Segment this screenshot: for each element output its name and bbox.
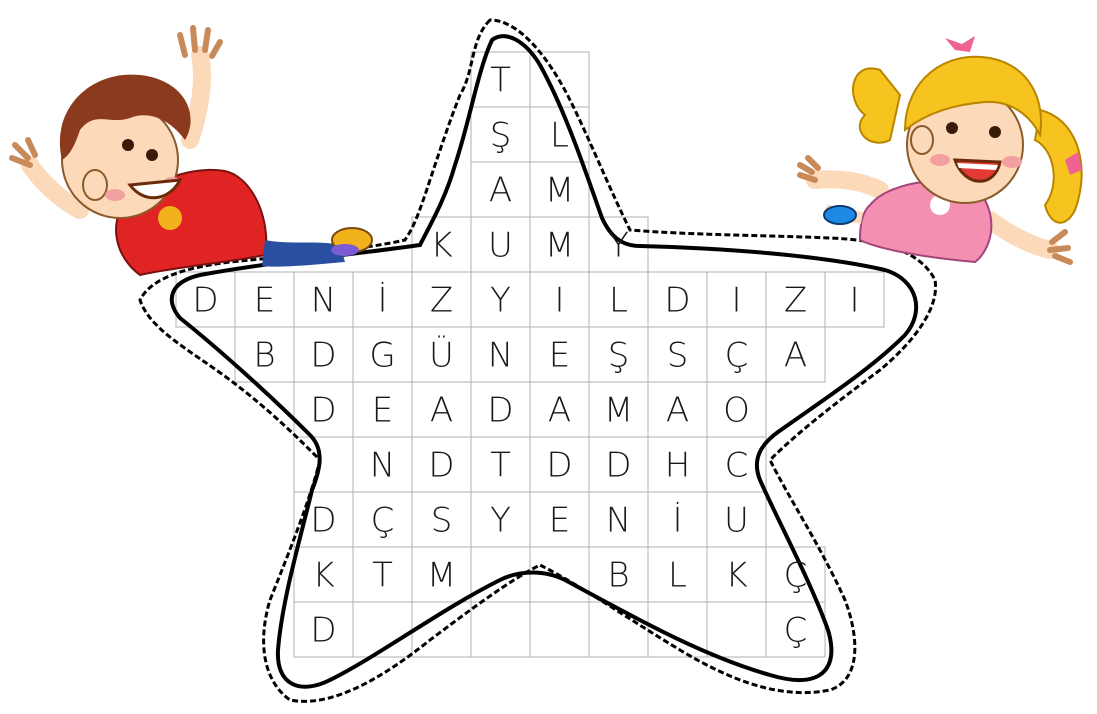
grid-cell [530,602,589,657]
grid-letter[interactable]: A [429,390,454,431]
grid-letter[interactable]: M [544,225,575,266]
grid-letter[interactable]: Ş [489,115,512,156]
grid-cell [471,602,530,657]
grid-letter[interactable]: Ş [607,335,630,376]
grid-letter[interactable]: K [725,555,748,596]
grid-letter[interactable]: L [668,555,687,596]
girl-cheek-left [930,154,950,166]
girl-hand-right [1050,232,1070,262]
grid-letter[interactable]: E [548,500,571,541]
grid-letter[interactable]: D [310,390,337,431]
grid-letter[interactable]: D [605,445,632,486]
grid-letter[interactable]: Ü [429,335,454,376]
grid-letter[interactable]: N [369,445,396,486]
grid-letter[interactable]: O [723,390,750,431]
boy-collar-button [158,206,182,230]
girl-cartoon [800,36,1082,262]
girl-shoe [824,206,856,224]
grid-cell [294,437,353,492]
letter-grid [176,52,884,657]
grid-letter[interactable]: M [426,555,457,596]
grid-letter[interactable]: İ [377,280,388,321]
grid-letter[interactable]: U [488,225,513,266]
boy-ear [83,170,107,200]
grid-letter[interactable]: A [488,170,513,211]
grid-letter[interactable]: N [310,280,337,321]
grid-letter[interactable]: E [371,390,394,431]
girl-eye-right [989,126,1001,138]
grid-letter[interactable]: D [192,280,219,321]
girl-eye-left [946,122,958,134]
grid-letter[interactable]: T [490,60,511,101]
grid-letter[interactable]: E [253,280,276,321]
grid-letter[interactable]: İ [672,500,683,541]
grid-letter[interactable]: I [849,280,860,321]
grid-letter[interactable]: H [664,445,691,486]
grid-letter[interactable]: A [665,390,690,431]
grid-letter[interactable]: Z [429,280,454,321]
grid-letter[interactable]: T [490,445,511,486]
grid-letter[interactable]: D [428,445,455,486]
grid-letter[interactable]: Y [608,225,629,266]
grid-letter[interactable]: N [487,335,514,376]
grid-letter[interactable]: C [724,445,749,486]
grid-letter[interactable]: K [312,555,335,596]
grid-letter[interactable]: S [430,500,453,541]
grid-letter[interactable]: Y [490,280,511,321]
girl-arm-left [815,179,880,190]
grid-letter[interactable]: Ç [724,335,749,376]
grid-letter[interactable]: T [372,555,393,596]
boy-cartoon [12,28,372,275]
grid-letter[interactable]: E [548,335,571,376]
grid-letter[interactable]: D [546,445,573,486]
boy-shoe-sole [331,244,359,256]
grid-letter[interactable]: B [607,555,630,596]
grid-letter[interactable]: N [605,500,632,541]
grid-letter[interactable]: Ç [783,555,808,596]
grid-letter[interactable]: Ç [370,500,395,541]
boy-eye-right [146,149,158,161]
grid-letter[interactable]: I [731,280,742,321]
grid-letter[interactable]: L [550,115,569,156]
grid-letter[interactable]: A [547,390,572,431]
grid-cell [412,602,471,657]
grid-letter[interactable]: I [554,280,565,321]
grid-letter[interactable]: D [664,280,691,321]
girl-hair-back [853,68,900,142]
grid-letter[interactable]: Y [490,500,511,541]
grid-letter[interactable]: Z [783,280,808,321]
grid-letter[interactable]: A [783,335,808,376]
grid-letter[interactable]: G [369,335,396,376]
grid-letter[interactable]: D [310,335,337,376]
grid-letter[interactable]: M [544,170,575,211]
girl-ear [911,126,933,154]
grid-letter[interactable]: D [487,390,514,431]
grid-letter[interactable]: D [310,500,337,541]
grid-letter[interactable]: D [310,610,337,651]
boy-eye-left [122,139,134,151]
grid-letter[interactable]: L [609,280,628,321]
grid-letter[interactable]: K [430,225,453,266]
grid-letter[interactable]: Ç [783,610,808,651]
grid-letter[interactable]: S [666,335,689,376]
grid-cell [707,602,766,657]
grid-letter[interactable]: B [253,335,276,376]
boy-arm-right [190,55,202,140]
girl-cheek-right [1002,156,1022,168]
girl-bow-top [945,36,975,52]
grid-letter[interactable]: U [724,500,749,541]
grid-letter[interactable]: M [603,390,634,431]
girl-arm-right [990,220,1050,250]
boy-cheek [105,189,125,201]
